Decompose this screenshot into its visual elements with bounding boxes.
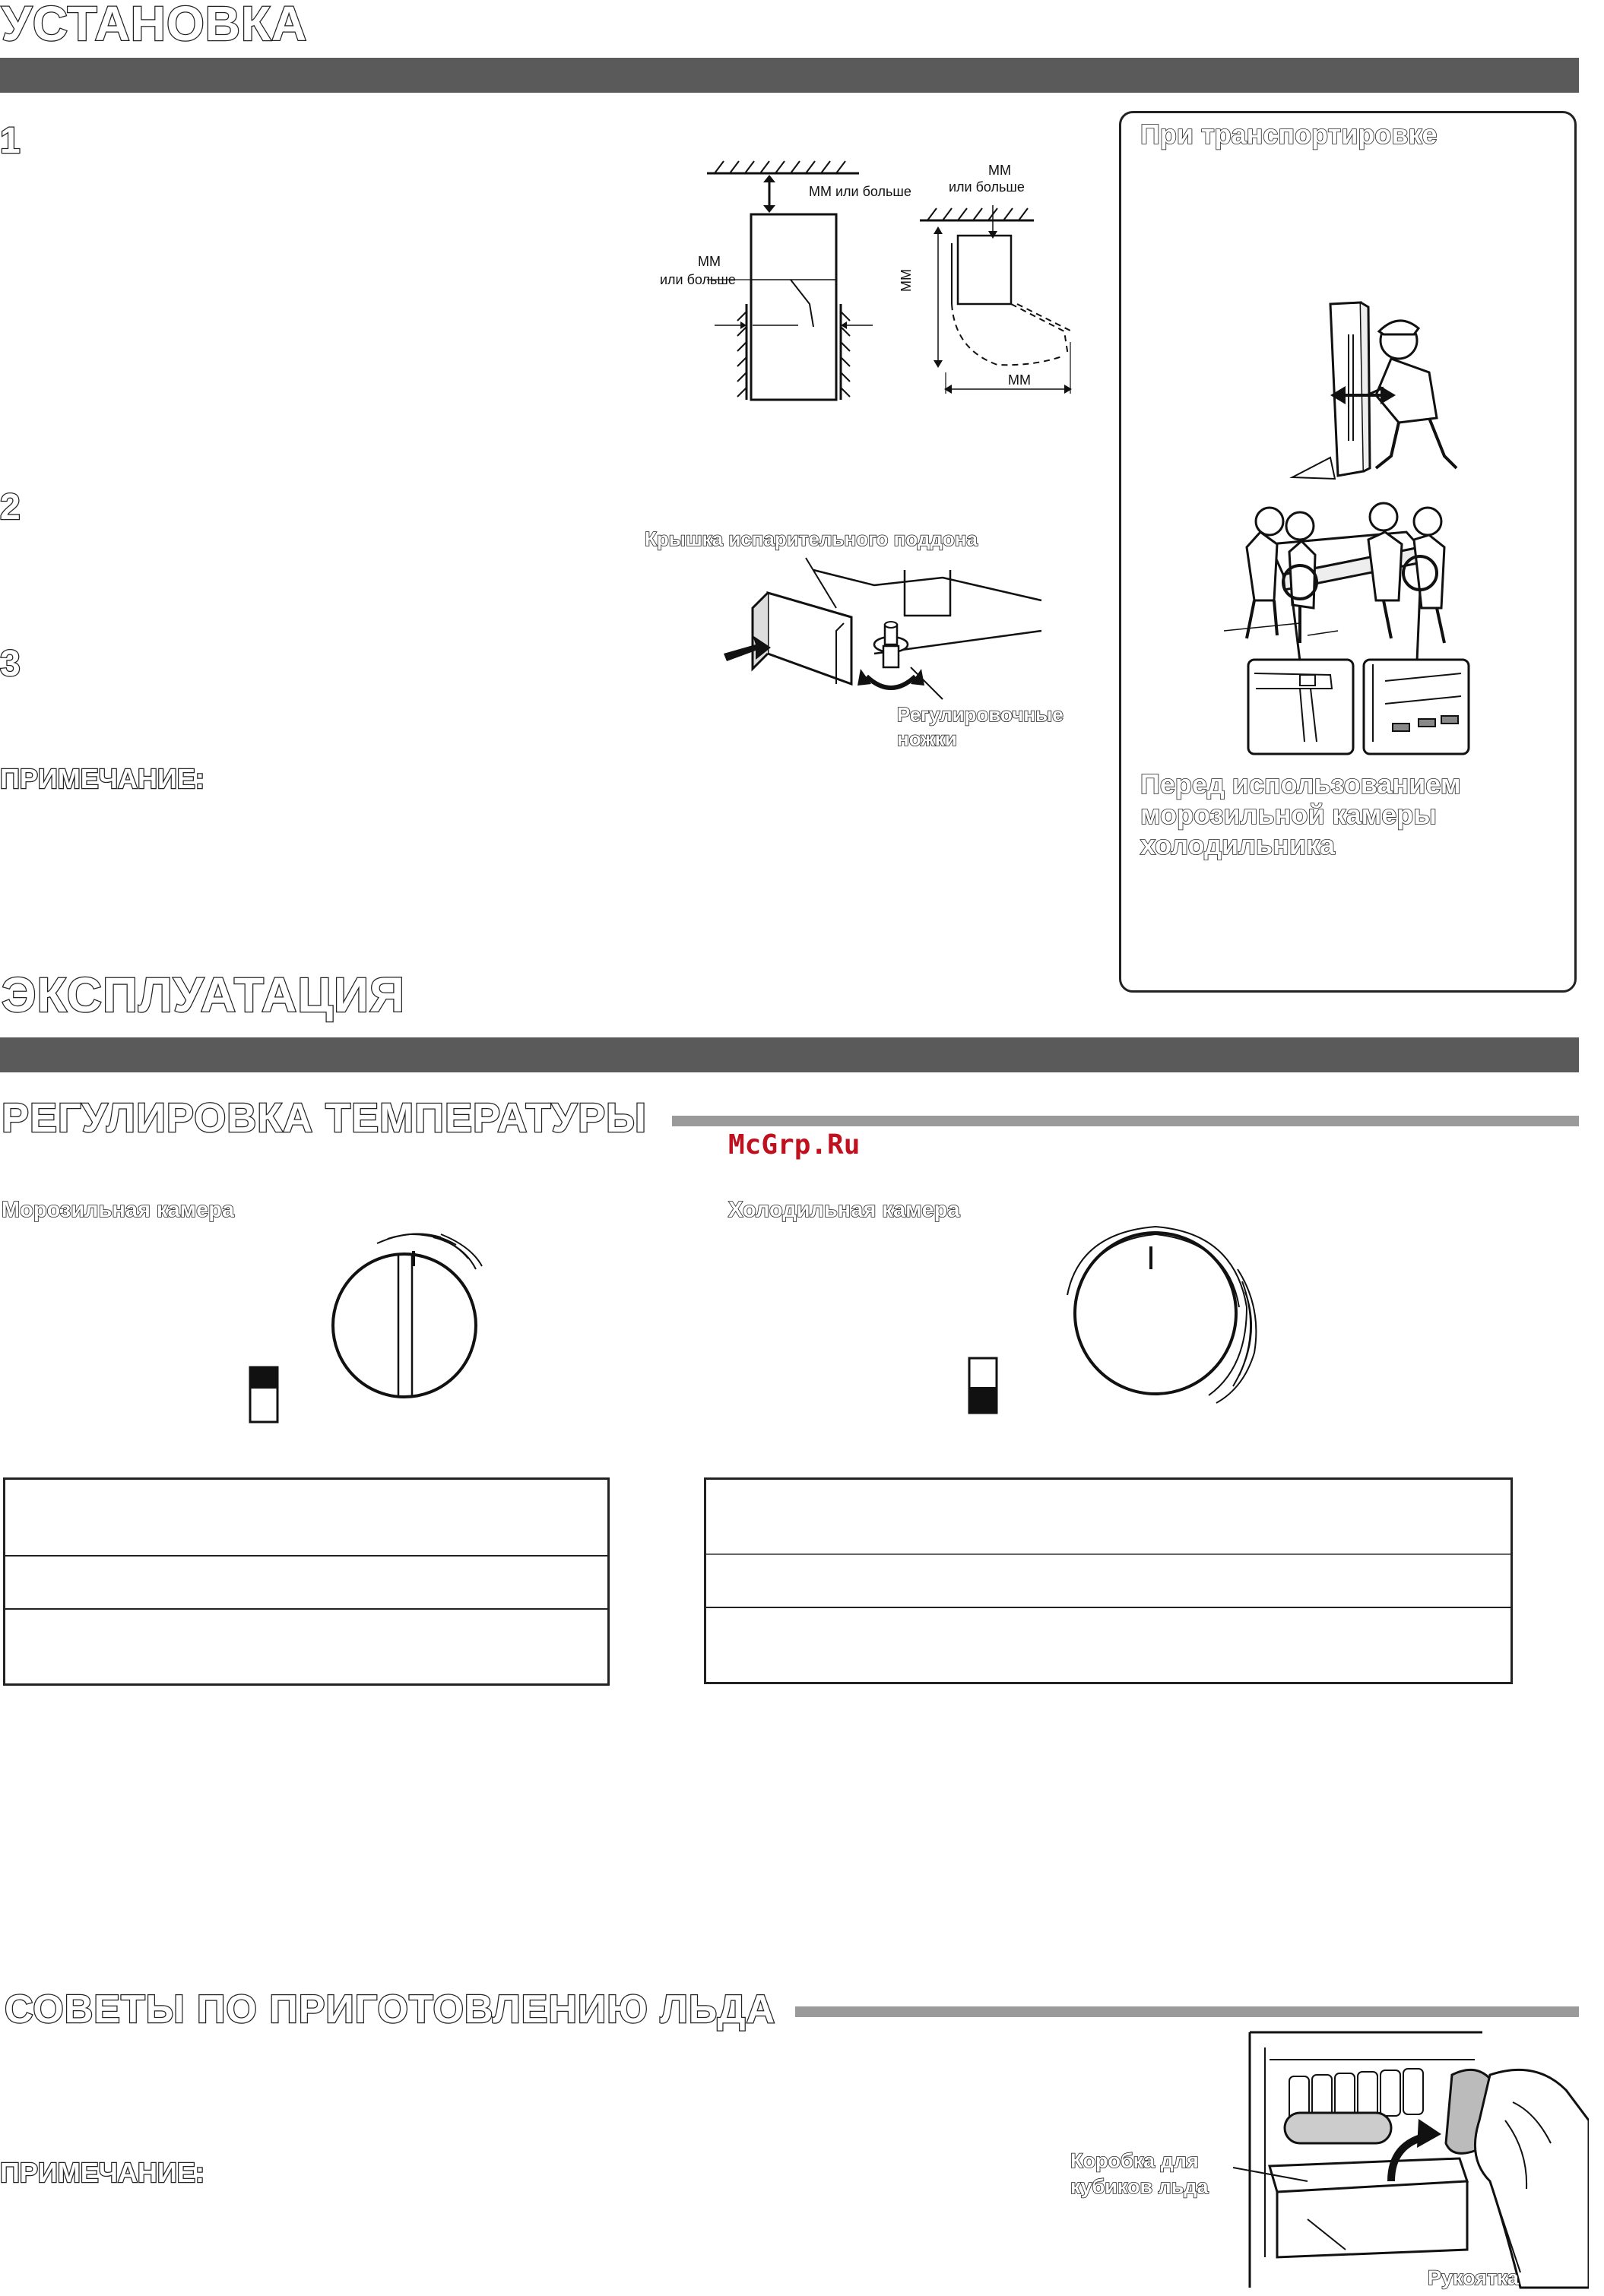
table-row <box>5 1557 607 1610</box>
transport-title: При транспортировке <box>1140 119 1438 150</box>
fridge-dial[interactable] <box>1057 1224 1270 1421</box>
install-step-2: 2 <box>0 487 21 527</box>
install-heading: УСТАНОВКА <box>2 0 308 51</box>
drip-tray-cover-label: Крышка испарительного поддона <box>645 527 978 550</box>
install-step-1: 1 <box>0 121 21 161</box>
fridge-switch[interactable] <box>967 1356 1000 1417</box>
ice-tips-bar <box>795 2006 1579 2017</box>
install-step-3: 3 <box>0 644 21 684</box>
temp-control-heading: РЕГУЛИРОВКА ТЕМПЕРАТУРЫ <box>2 1095 648 1141</box>
temp-control-bar <box>672 1116 1579 1126</box>
leveling-feet-label: Регулировочные ножки <box>897 703 1064 750</box>
transport-illustration-one-person <box>1285 289 1475 486</box>
clearance-side-more: или больше <box>660 272 736 287</box>
fridge-settings-table <box>704 1477 1513 1684</box>
table-row <box>706 1480 1510 1555</box>
clearance-right-top-more: или больше <box>949 179 1025 195</box>
operation-heading-bar <box>0 1037 1579 1072</box>
fridge-label: Холодильная камера <box>728 1198 960 1222</box>
ice-box-label: Коробка для кубиков льда <box>1070 2149 1209 2198</box>
ice-tips-heading: СОВЕТЫ ПО ПРИГОТОВЛЕНИЮ ЛЬДА <box>5 1987 776 2032</box>
freezer-settings-table <box>3 1477 610 1686</box>
ice-maker-illustration <box>1232 2029 1589 2295</box>
watermark: McGrp.Ru <box>728 1129 861 1161</box>
before-use-title: Перед использованием морозильной камеры холодильника <box>1140 768 1461 860</box>
clearance-side-mm: ММ <box>698 254 721 269</box>
transport-detail-right <box>1362 658 1470 755</box>
transport-detail-left <box>1247 658 1355 755</box>
ice-handle-label: Рукоятка <box>1428 2266 1519 2289</box>
operation-heading: ЭКСПЛУАТАЦИЯ <box>2 967 405 1022</box>
install-heading-bar <box>0 58 1579 93</box>
table-row <box>5 1480 607 1557</box>
clearance-depth-mm: ММ <box>899 269 914 292</box>
table-row <box>706 1555 1510 1608</box>
freezer-dial[interactable] <box>319 1224 502 1414</box>
install-note-label: ПРИМЕЧАНИЕ: <box>0 763 204 794</box>
clearance-right-top-mm: ММ <box>988 163 1011 178</box>
freezer-switch[interactable] <box>248 1365 281 1426</box>
ice-note-label: ПРИМЕЧАНИЕ: <box>0 2157 204 2188</box>
clearance-width-mm: ММ <box>1008 372 1031 388</box>
freezer-label: Морозильная камера <box>2 1198 235 1222</box>
table-row <box>5 1610 607 1683</box>
clearance-top-label: ММ или больше <box>809 184 911 199</box>
table-row <box>706 1608 1510 1682</box>
transport-illustration-group <box>1216 502 1482 669</box>
